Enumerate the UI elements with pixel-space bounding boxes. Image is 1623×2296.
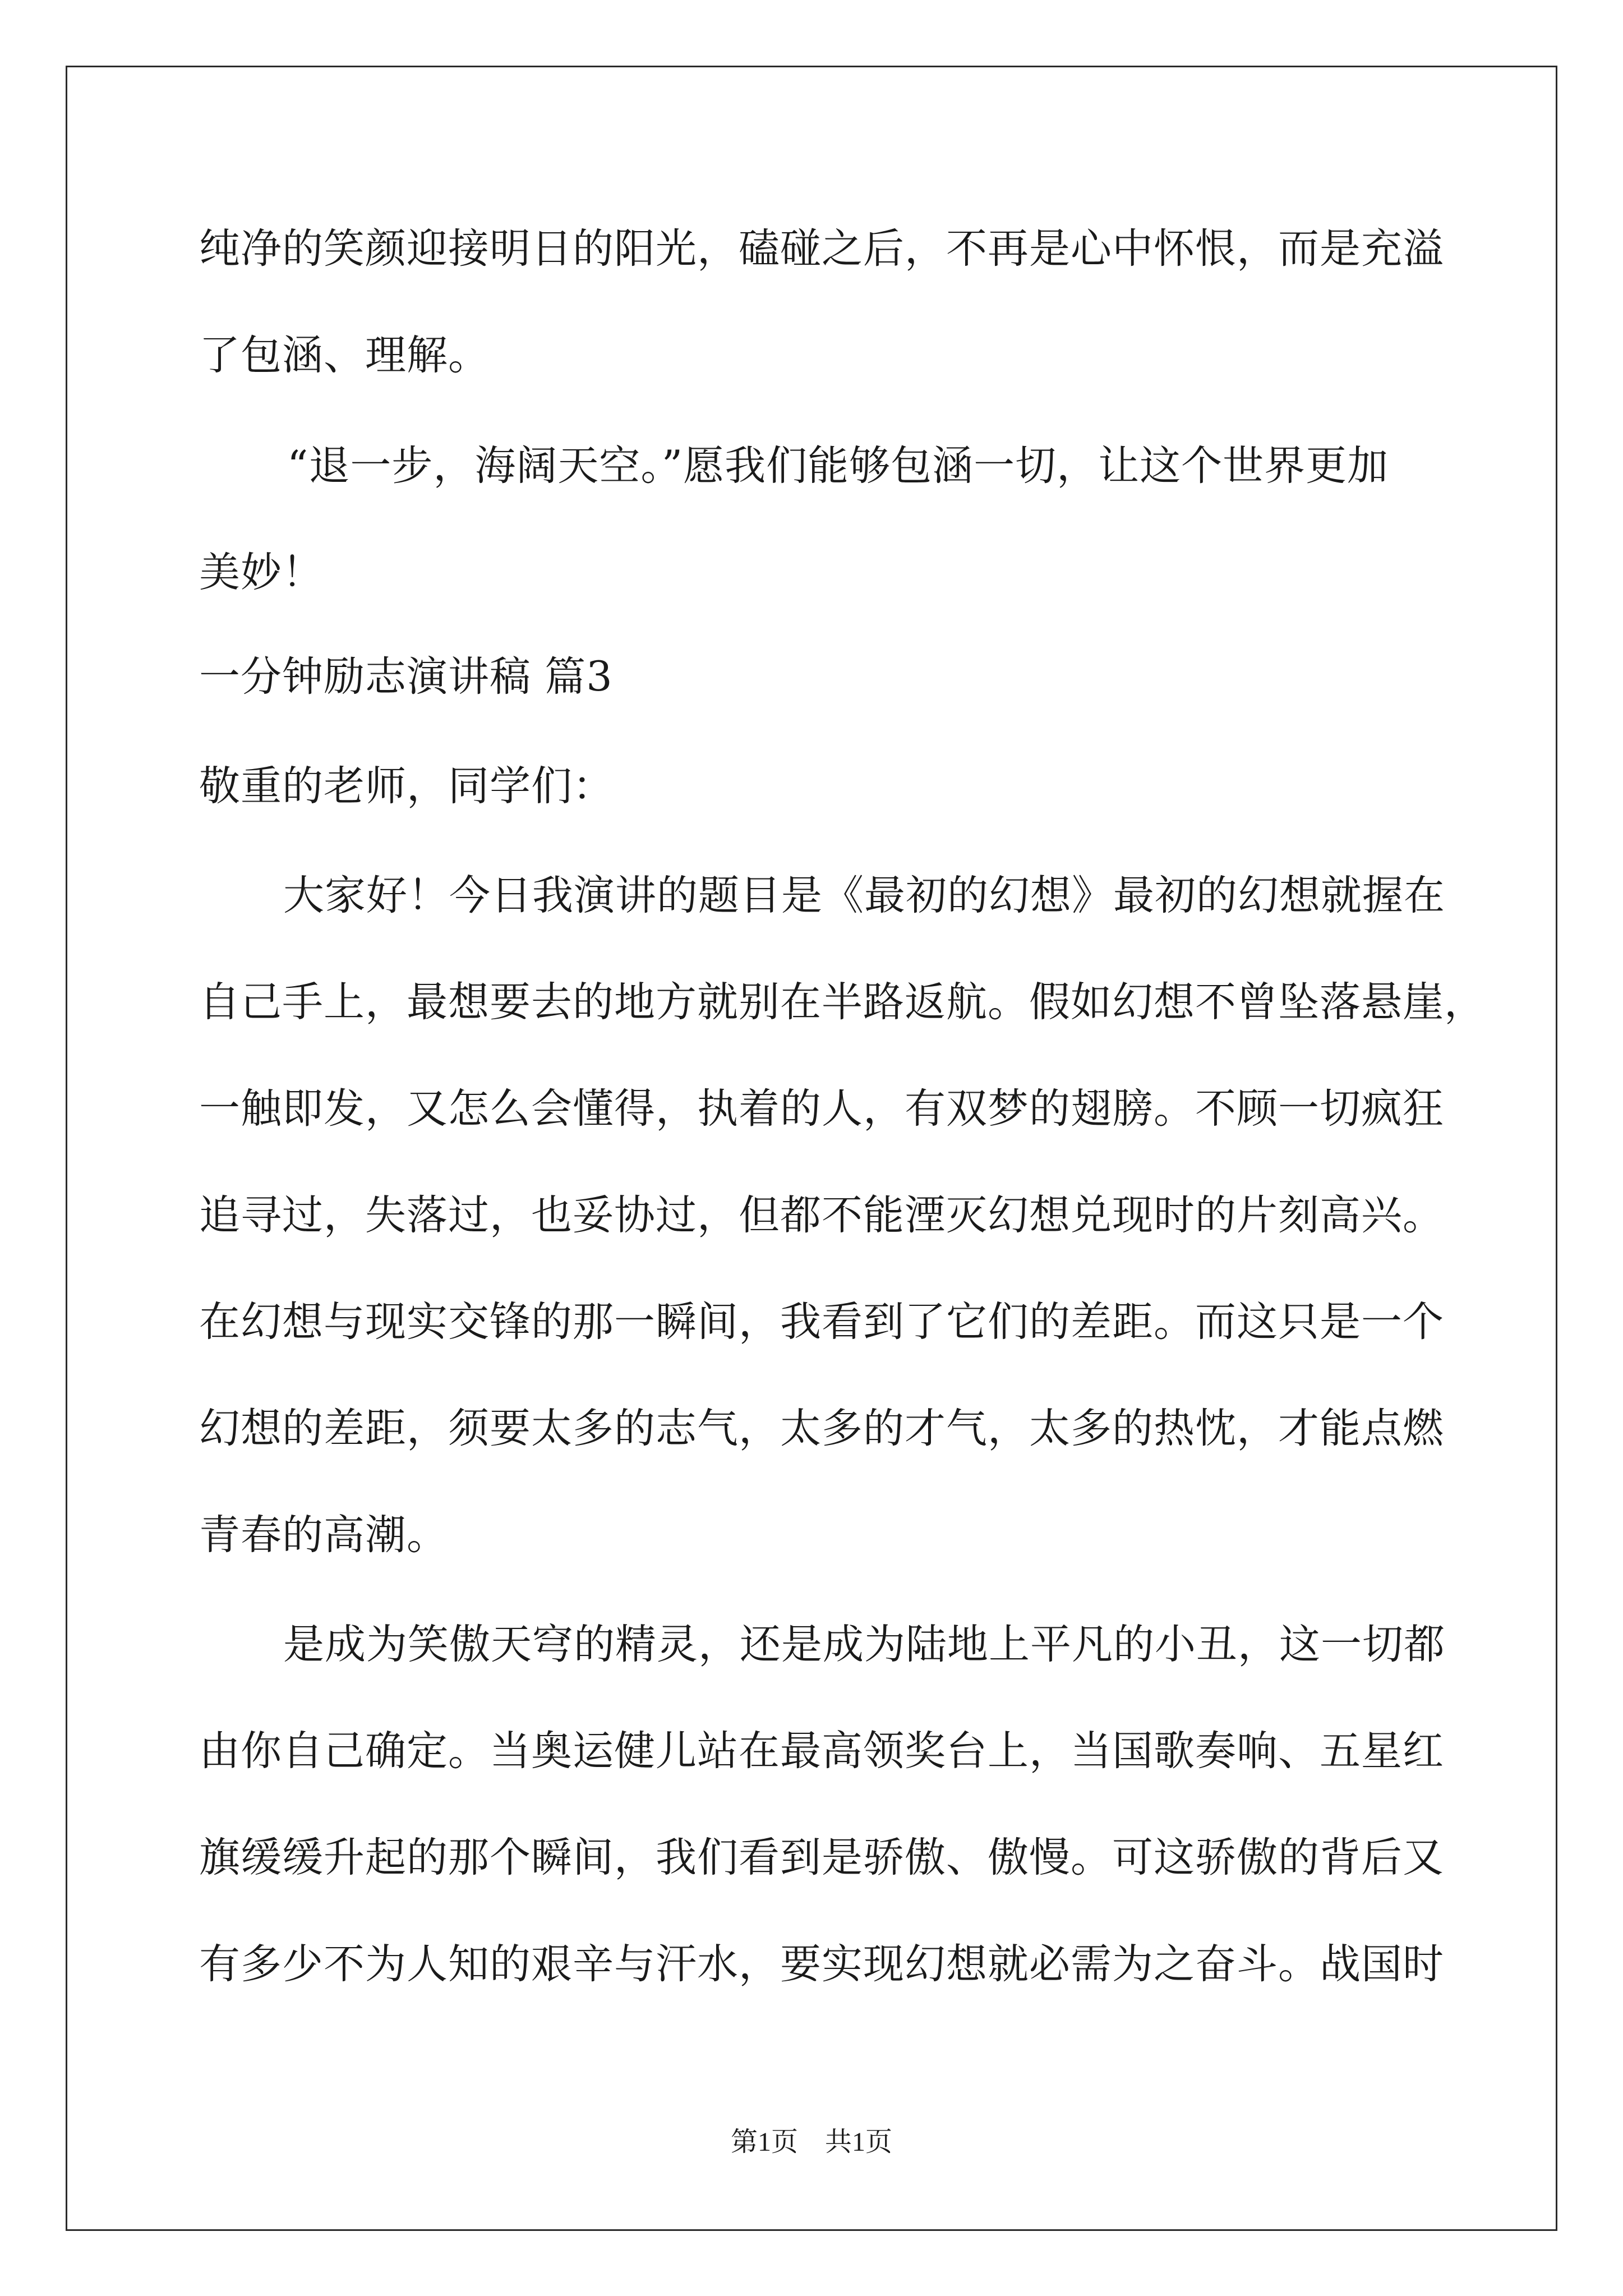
paragraph-line: 了包涵、理解。 (199, 332, 490, 379)
paragraph-line: 有多少不为人知的艰辛与汗水，要实现幻想就必需为之奋斗。战国时 (199, 1940, 1444, 1988)
paragraph-line: 追寻过，失落过，也妥协过，但都不能湮灭幻想兑现时的片刻高兴。 (199, 1191, 1444, 1239)
page-border (66, 66, 1557, 2231)
paragraph-line: 纯净的笑颜迎接明日的阳光，磕碰之后，不再是心中怀恨，而是充溢 (199, 225, 1444, 273)
paragraph-line: 在幻想与现实交锋的那一瞬间，我看到了它们的差距。而这只是一个 (199, 1298, 1444, 1346)
page-number-footer: 第1页 共1页 (730, 2127, 892, 2157)
paragraph-line: 美妙！ (199, 549, 324, 596)
paragraph-line: 是成为笑傲天穹的精灵，还是成为陆地上平凡的小丑，这一切都 (283, 1621, 1445, 1668)
paragraph-line: 大家好！今日我演讲的题目是《最初的幻想》最初的幻想就握在 (283, 872, 1445, 919)
paragraph-line: 旗缓缓升起的那个瞬间，我们看到是骄傲、傲慢。可这骄傲的背后又 (199, 1834, 1444, 1881)
paragraph-line: 一触即发，又怎么会懂得，执着的人，有双梦的翅膀。不顾一切疯狂 (199, 1085, 1444, 1133)
paragraph-line: 自己手上，最想要去的地方就别在半路返航。假如幻想不曾坠落悬崖， (199, 978, 1486, 1026)
paragraph-line: 幻想的差距，须要太多的志气，太多的才气，太多的热忱，才能点燃 (199, 1405, 1444, 1452)
salutation: 敬重的老师，同学们： (199, 762, 614, 810)
paragraph-line: 青春的高潮。 (199, 1511, 448, 1559)
section-heading: 一分钟励志演讲稿 篇3 (199, 653, 613, 701)
paragraph-line: 由你自己确定。当奥运健儿站在最高领奖台上，当国歌奏响、五星红 (199, 1727, 1444, 1775)
paragraph-line: “退一步，海阔天空。”愿我们能够包涵一切，让这个世界更加 (287, 442, 1389, 490)
